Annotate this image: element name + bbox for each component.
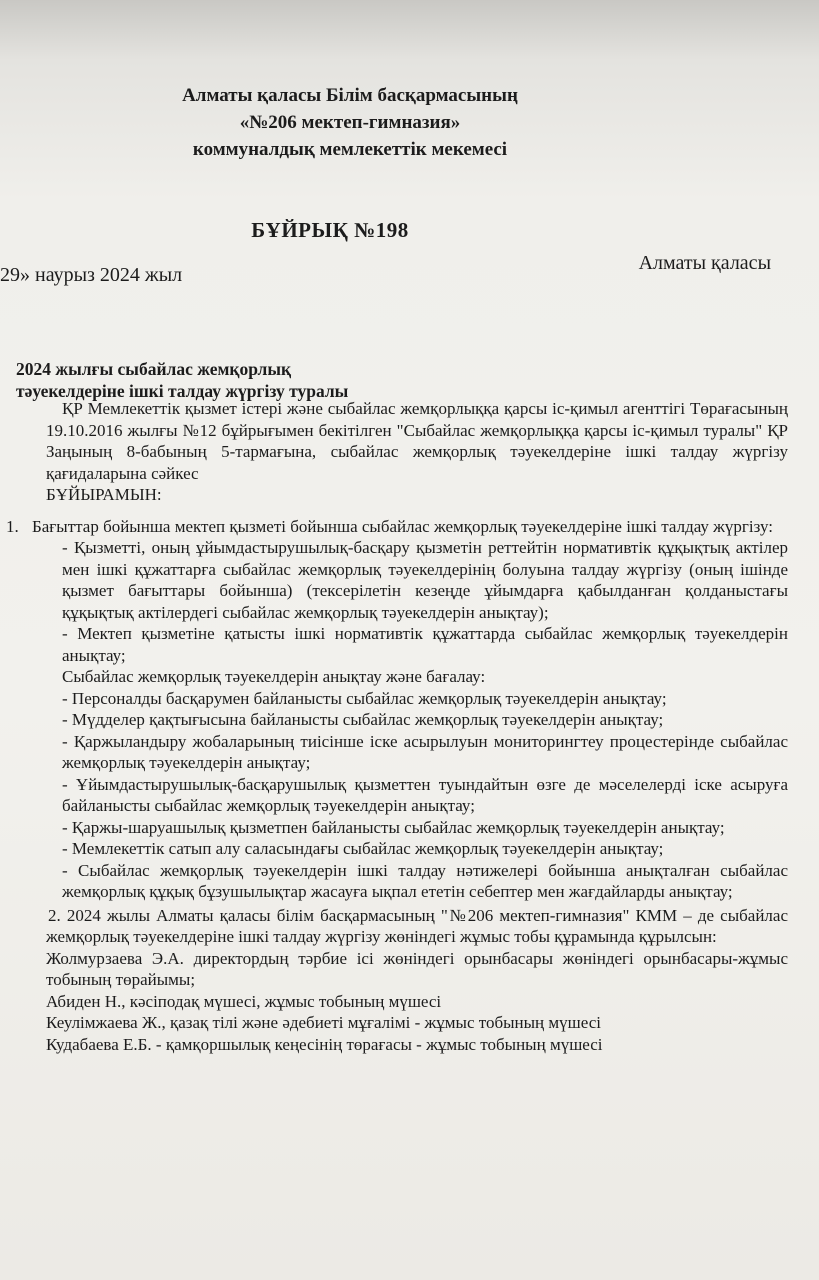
order-date: 29» наурыз 2024 жыл [0,264,183,286]
header-line-3: коммуналдық мемлекеттік мекемесі [192,139,508,160]
subitem: - Мемлекеттік сатып алу саласындағы сыбайлас жемқорлық тәуекелдерін анықтау; [62,839,664,858]
subitem: - Сыбайлас жемқорлық тәуекелдерін ішкі талдау нәтижелері бойынша анықталған сыбайлас жемқорлық құқық бұзушылықтар жасауға ықпал ететін себептер мен жағдайларды анықтау; [62,860,788,901]
order-city: Алматы қаласы [638,252,771,274]
subitem: - Мектеп қызметіне қатысты ішкі нормативтік құжаттарда сыбайлас жемқорлық тәуекелдерін анықтау; [62,624,788,665]
header-line-2: «№206 мектеп-гимназия» [239,112,461,133]
subitem: Сыбайлас жемқорлық тәуекелдерін анықтау және бағалау: [62,667,486,686]
item-1-text: Бағыттар бойынша мектеп қызметі бойынша сыбайлас жемқорлық тәуекелдеріне ішкі талдау жүргізу: [32,516,773,536]
subitem: - Қызметті, оның ұйымдастырушылық-басқару қызметін реттейтін нормативтік құқықтық актілер мен ішкі құжаттарға сыбайлас жемқорлық тәуекелдерінің болуына талдау жүргізу (оның ішінде қызмет бағыттары бойынша) (тексерілетін кезеңде ұйымдарға қабылданған қолданыстағы құқықтық актілердегі сыбайлас жемқорлық тәуекелдерін анықтау); [62,538,788,622]
item-1-number: 1. [6,516,19,536]
ordering-word: БҰЙЫРАМЫН: [46,485,162,504]
order-subject [16,358,576,402]
intro-paragraph: ҚР Мемлекеттік қызмет істері және сыбайлас жемқорлыққа қарсы іс-қимыл агенттігі Төрағасының 19.10.2016 жылғы №12 бұйрығымен бекітілген "Сыбайлас жемқорлыққа қарсы іс-қимыл туралы" ҚР Заңының 8-бабының 5-тармағына, сыбайлас жемқорлық тәуекелдеріне ішкі талдау жүргізу қағидаларына сәйкес [46,399,788,483]
working-group-member: Кудабаева Е.Б. - қамқоршылық кеңесінің төрағасы - жұмыс тобының мүшесі [46,1034,603,1054]
working-group-member: Кеулімжаева Ж., қазақ тілі және әдебиеті мұғалімі - жұмыс тобының мүшесі [46,1013,601,1032]
subject-line-2: тәуекелдеріне ішкі талдау жүргізу туралы [16,381,349,401]
working-group-member: Жолмурзаева Э.А. директордың тәрбие ісі жөніндегі орынбасары жөніндегі орынбасары-жұмыс тобының төрайымы; [46,948,788,989]
order-title: БҰЙРЫҚ №198 [251,218,409,242]
order-item-1 [6,516,788,538]
institution-header [0,82,700,163]
subitem: - Қаржы-шаруашылық қызметпен байланысты сыбайлас жемқорлық тәуекелдерін анықтау; [62,817,725,837]
subject-line-1: 2024 жылғы сыбайлас жемқорлық [16,359,292,379]
working-group-member: Абиден Н., кәсіподақ мүшесі, жұмыс тобының мүшесі [46,991,442,1011]
subitem: - Мүдделер қақтығысына байланысты сыбайлас жемқорлық тәуекелдерін анықтау; [62,710,664,729]
order-item-2: 2. 2024 жылы Алматы қаласы білім басқармасының "№206 мектеп-гимназия" КММ – де сыбайлас жемқорлық тәуекелдеріне ішкі талдау жүргізу жөніндегі жұмыс тобы құрамында құрылсын: [46,905,788,946]
subitem: - Персоналды басқарумен байланысты сыбайлас жемқорлық тәуекелдерін анықтау; [62,688,667,708]
header-line-1: Алматы қаласы Білім басқармасының [182,85,518,106]
subitem: - Ұйымдастырушылық-басқарушылық қызметтен туындайтын өзге де мәселелерді іске асыруға байланысты сыбайлас жемқорлық тәуекелдерін анықтау; [62,774,788,815]
document-body [0,398,800,1055]
subitem: - Қаржыландыру жобаларының тиісінше іске асырылуын мониторингтеу процестерінде сыбайлас жемқорлық тәуекелдерін анықтау; [62,731,788,772]
